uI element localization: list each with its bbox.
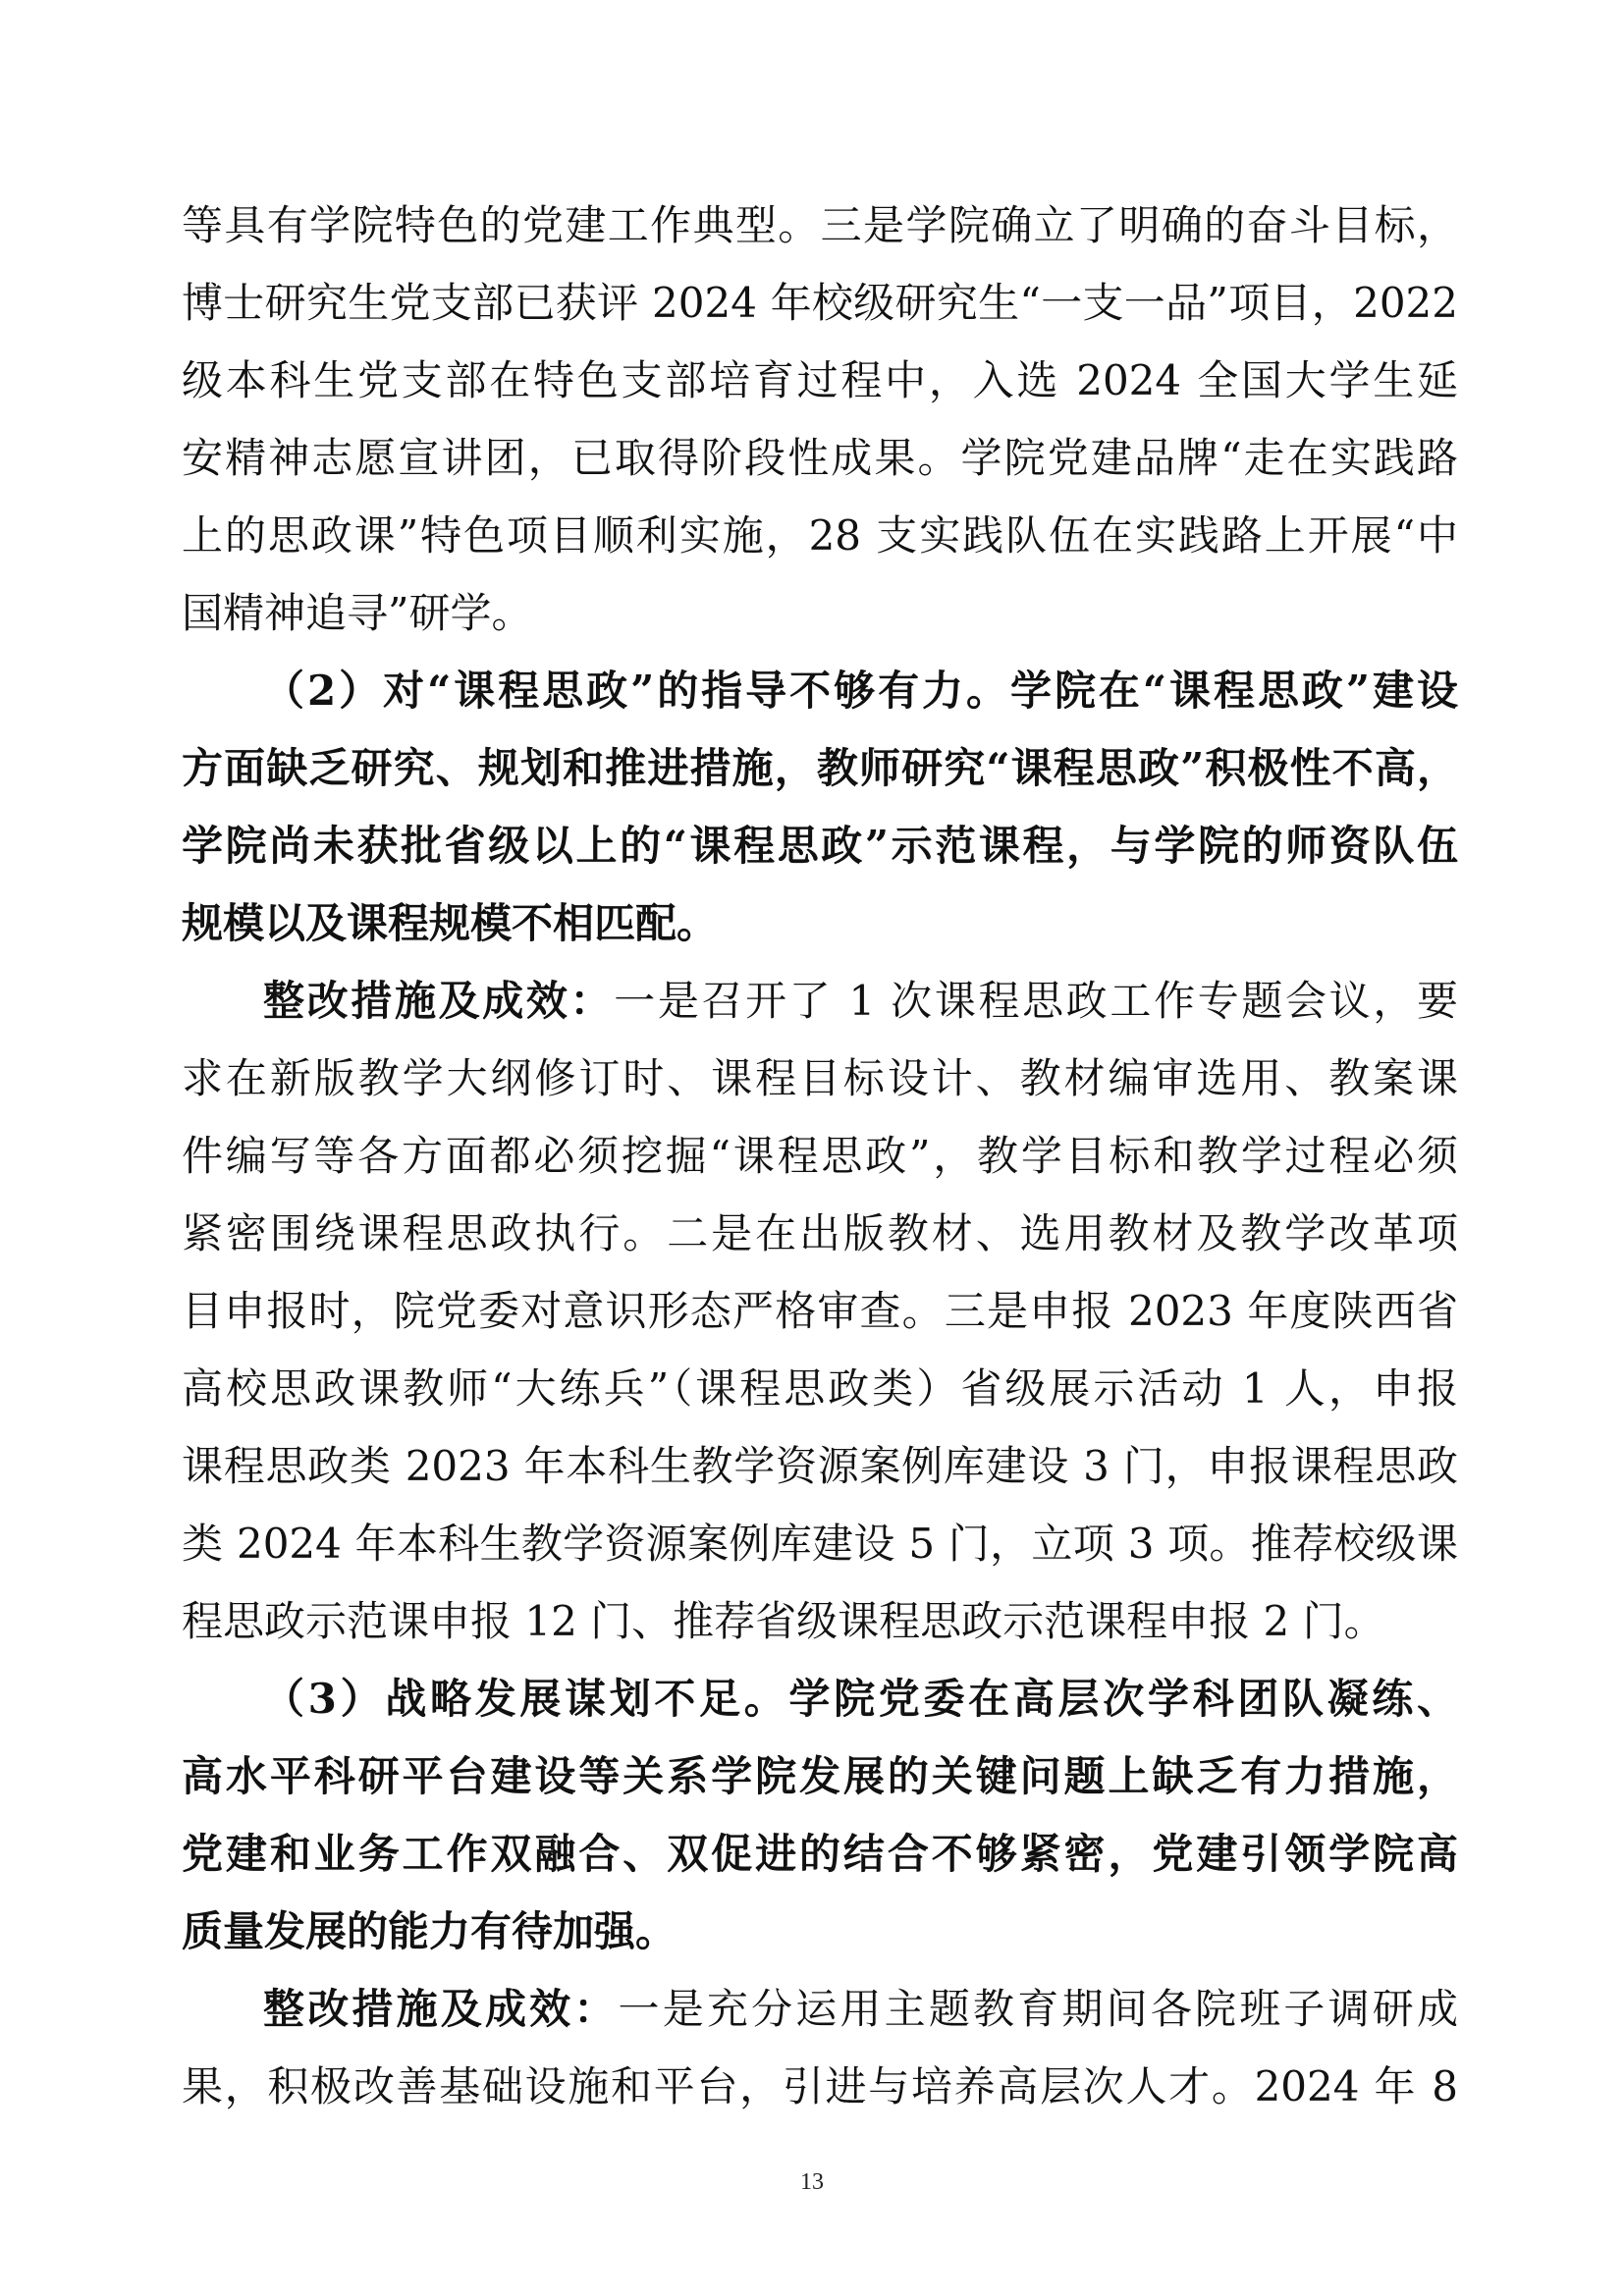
body-text-line: 程思政示范课申报 12 门、推荐省级课程思政示范课程申报 2 门。 [182,1597,1385,1645]
page-number: 13 [800,2169,824,2195]
body-text-line: 目申报时，院党委对意识形态严格审查。三是申报 2023 年度陕西省 [182,1287,1458,1335]
body-text-line: 国精神追寻”研学。 [182,589,533,637]
body-text-line: 紧密围绕课程思政执行。二是在出版教材、选用教材及教学改革项 [182,1209,1458,1257]
body-text-line: 安精神志愿宣讲团，已取得阶段性成果。学院党建品牌“走在实践路 [182,434,1458,482]
issue-heading-line: 高水平科研平台建设等关系学院发展的关键问题上缺乏有力措施， [182,1752,1458,1800]
body-text-line: 博士研究生党支部已获评 2024 年校级研究生“一支一品”项目，2022 [182,279,1458,327]
issue-heading-line: （2）对“课程思政”的指导不够有力。学院在“课程思政”建设 [263,667,1458,715]
body-text-line: 等具有学院特色的党建工作典型。三是学院确立了明确的奋斗目标， [182,201,1458,249]
measure-lead: 整改措施及成效： [263,977,615,1025]
issue-heading-line: 学院尚未获批省级以上的“课程思政”示范课程，与学院的师资队伍 [182,822,1458,870]
issue-heading-line: 党建和业务工作双融合、双促进的结合不够紧密，党建引领学院高 [182,1830,1458,1878]
issue-heading-line: 质量发展的能力有待加强。 [182,1907,677,1955]
body-text-line: 课程思政类 2023 年本科生教学资源案例库建设 3 门，申报课程思政 [182,1442,1458,1490]
measure-text: 一是召开了 1 次课程思政工作专题会议，要 [614,977,1458,1025]
body-text-line: 上的思政课”特色项目顺利实施，28 支实践队伍在实践路上开展“中 [182,511,1458,560]
measure-first-line [263,962,1458,1040]
body-text-line: 类 2024 年本科生教学资源案例库建设 5 门，立项 3 项。推荐校级课 [182,1520,1458,1568]
issue-heading-line: （3）战略发展谋划不足。学院党委在高层次学科团队凝练、 [263,1675,1458,1723]
body-text-line: 高校思政课教师“大练兵”（课程思政类）省级展示活动 1 人，申报 [182,1364,1458,1413]
body-text-line: 求在新版教学大纲修订时、课程目标设计、教材编审选用、教案课 [182,1054,1458,1102]
body-text-line: 果，积极改善基础设施和平台，引进与培养高层次人才。2024 年 8 [182,2062,1458,2110]
measure-first-line [263,1970,1458,2048]
measure-text: 一是充分运用主题教育期间各院班子调研成 [618,1985,1458,2033]
issue-heading-line: 规模以及课程规模不相匹配。 [182,899,719,947]
issue-heading-line: 方面缺乏研究、规划和推进措施，教师研究“课程思政”积极性不高， [182,744,1458,792]
measure-lead: 整改措施及成效： [263,1985,619,2033]
body-text-line: 级本科生党支部在特色支部培育过程中，入选 2024 全国大学生延 [182,356,1458,404]
body-text-line: 件编写等各方面都必须挖掘“课程思政”，教学目标和教学过程必须 [182,1132,1458,1180]
